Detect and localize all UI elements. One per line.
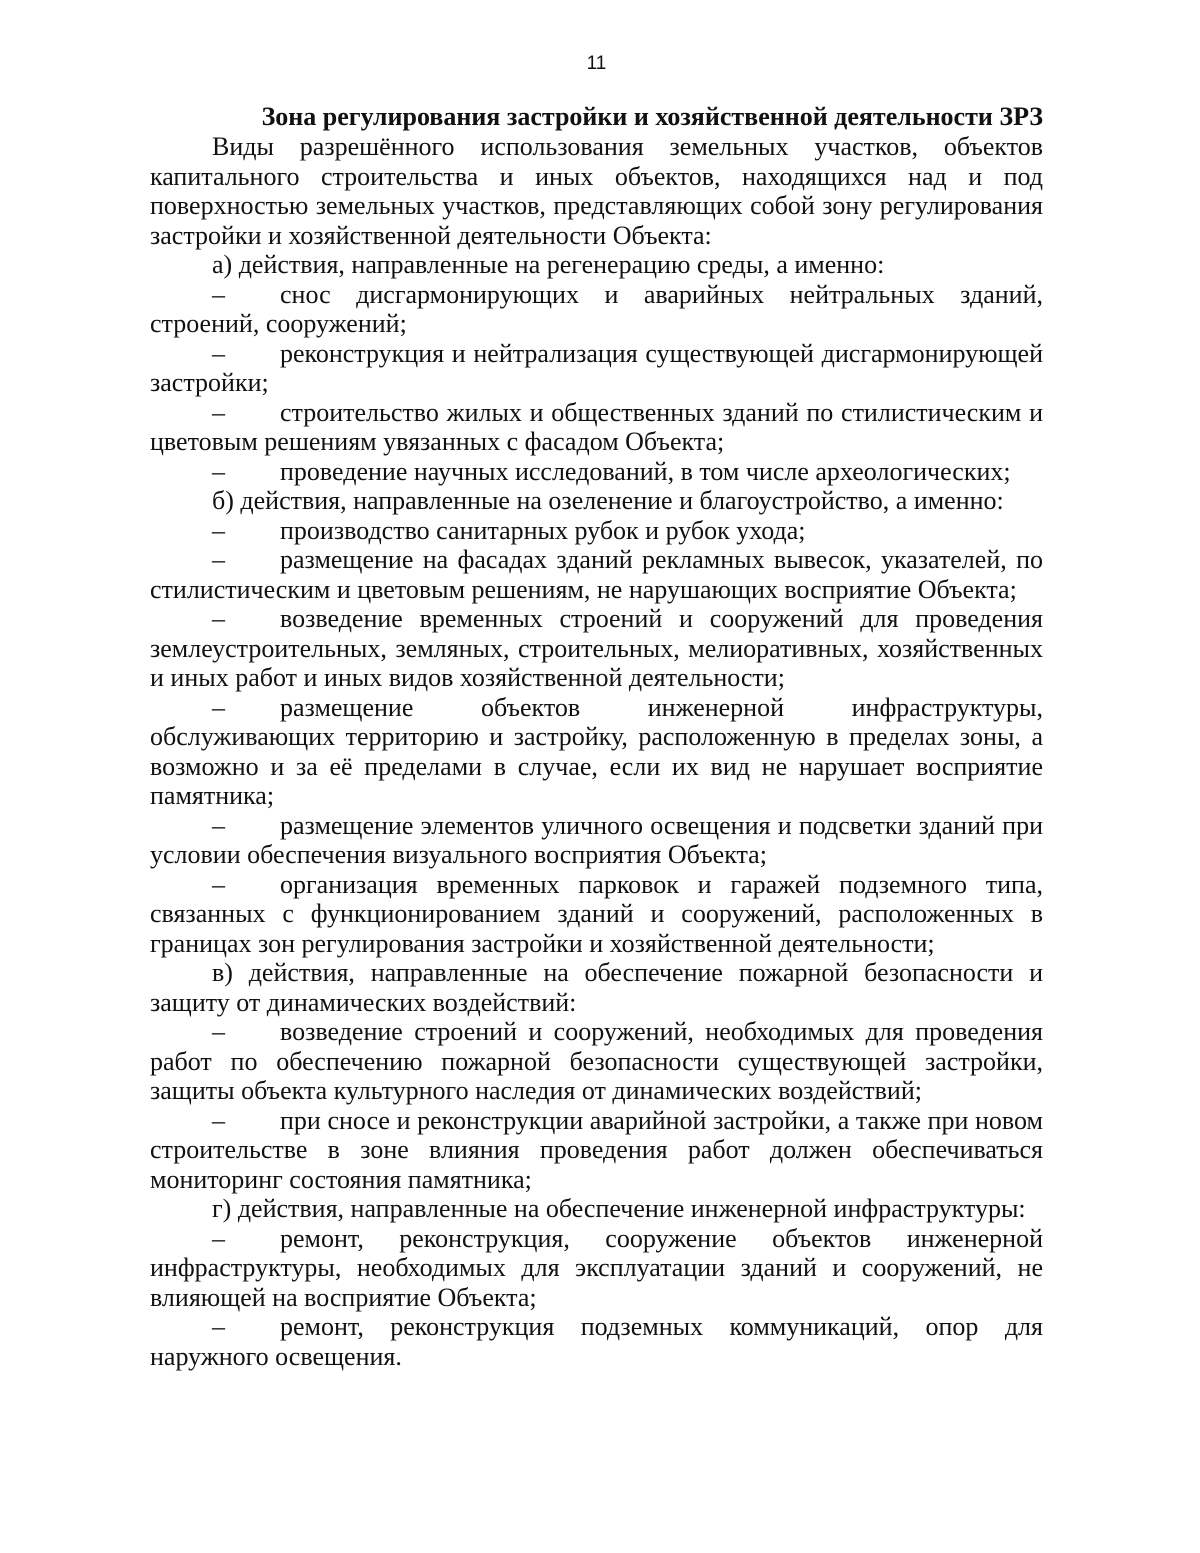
list-item-text: проведение научных исследований, в том числе археологических; xyxy=(280,456,1011,486)
dash-bullet: – xyxy=(212,1223,225,1253)
list-item xyxy=(150,1106,1043,1195)
list-item-text: ремонт, реконструкция, сооружение объектов инженерной инфраструктуры, необходимых для эксплуатации зданий и сооружений, не влияющей на восприятие Объекта; xyxy=(150,1223,1043,1312)
section-heading: б) действия, направленные на озеленение и благоустройство, а именно: xyxy=(212,486,1004,515)
list-item xyxy=(150,604,1043,693)
document-title: Зона регулирования застройки и хозяйственной деятельности ЗРЗ xyxy=(261,102,1043,131)
list-item xyxy=(150,545,1043,604)
list-item-text: возведение временных строений и сооружений для проведения землеустроительных, земляных, строительных, мелиоративных, хозяйственных и иных работ и иных видов хозяйственной деятельности; xyxy=(150,604,1043,692)
section-heading: а) действия, направленные на регенерацию среды, а именно: xyxy=(212,250,885,279)
list-item-text: реконструкция и нейтрализация существующей дисгармонирующей застройки; xyxy=(150,338,1043,397)
section-heading: в) действия, направленные на обеспечение пожарной безопасности и защиту от динамических воздействий: xyxy=(150,958,1043,1017)
list-item xyxy=(150,280,1043,339)
list-item-text: организация временных парковок и гаражей подземного типа, связанных с функционированием зданий и сооружений, расположенных в границах зон регулирования застройки и хозяйственной деятельности; xyxy=(150,869,1043,958)
list-item-text: строительство жилых и общественных зданий по стилистическим и цветовым решениям увязанных с фасадом Объекта; xyxy=(150,397,1043,456)
list-item-text: снос дисгармонирующих и аварийных нейтральных зданий, строений, сооружений; xyxy=(150,279,1043,338)
dash-bullet: – xyxy=(212,279,225,309)
dash-bullet: – xyxy=(212,1017,225,1046)
section-heading: г) действия, направленные на обеспечение инженерной инфраструктуры: xyxy=(212,1194,1026,1223)
list-item xyxy=(150,457,1043,487)
document-page xyxy=(150,52,1043,1371)
dash-bullet: – xyxy=(212,1312,225,1341)
dash-bullet: – xyxy=(212,397,225,427)
list-item xyxy=(150,339,1043,398)
dash-bullet: – xyxy=(212,456,225,486)
dash-bullet: – xyxy=(212,869,225,899)
dash-bullet: – xyxy=(212,810,225,840)
dash-bullet: – xyxy=(212,604,225,633)
list-item xyxy=(150,516,1043,546)
list-item xyxy=(150,1224,1043,1313)
sections-container xyxy=(150,250,1043,1371)
list-item-text: производство санитарных рубок и рубок ухода; xyxy=(280,515,806,545)
list-item xyxy=(150,693,1043,811)
intro-paragraph: Виды разрешённого использования земельных участков, объектов капитального строительства и иных объектов, находящихся над и под поверхностью земельных участков, представляющих собой зону регулирования застройки и хозяйственной деятельности Объекта: xyxy=(150,132,1043,250)
list-item-text: возведение строений и сооружений, необходимых для проведения работ по обеспечению пожарной безопасности существующей застройки, защиты объекта культурного наследия от динамических воздействий; xyxy=(150,1017,1043,1105)
list-item xyxy=(150,398,1043,457)
list-item-text: размещение объектов инженерной инфраструктуры, обслуживающих территорию и застройку, расположенную в пределах зоны, а возможно и за её пределами в случае, если их вид не нарушает восприятие памятника; xyxy=(150,692,1043,810)
list-item-text: размещение на фасадах зданий рекламных вывесок, указателей, по стилистическим и цветовым решениям, не нарушающих восприятие Объекта; xyxy=(150,545,1043,604)
list-item-text: ремонт, реконструкция подземных коммуникаций, опор для наружного освещения. xyxy=(150,1312,1043,1371)
page-number: 11 xyxy=(586,53,607,74)
list-item xyxy=(150,1017,1043,1106)
dash-bullet: – xyxy=(212,515,225,545)
list-item xyxy=(150,870,1043,959)
list-item-text: при сносе и реконструкции аварийной застройки, а также при новом строительстве в зоне влияния проведения работ должен обеспечиваться мониторинг состояния памятника; xyxy=(150,1105,1043,1194)
list-item-text: размещение элементов уличного освещения и подсветки зданий при условии обеспечения визуального восприятия Объекта; xyxy=(150,810,1043,869)
dash-bullet: – xyxy=(212,338,225,368)
dash-bullet: – xyxy=(212,1105,225,1135)
dash-bullet: – xyxy=(212,692,225,722)
dash-bullet: – xyxy=(212,545,225,574)
list-item xyxy=(150,811,1043,870)
list-item xyxy=(150,1312,1043,1371)
